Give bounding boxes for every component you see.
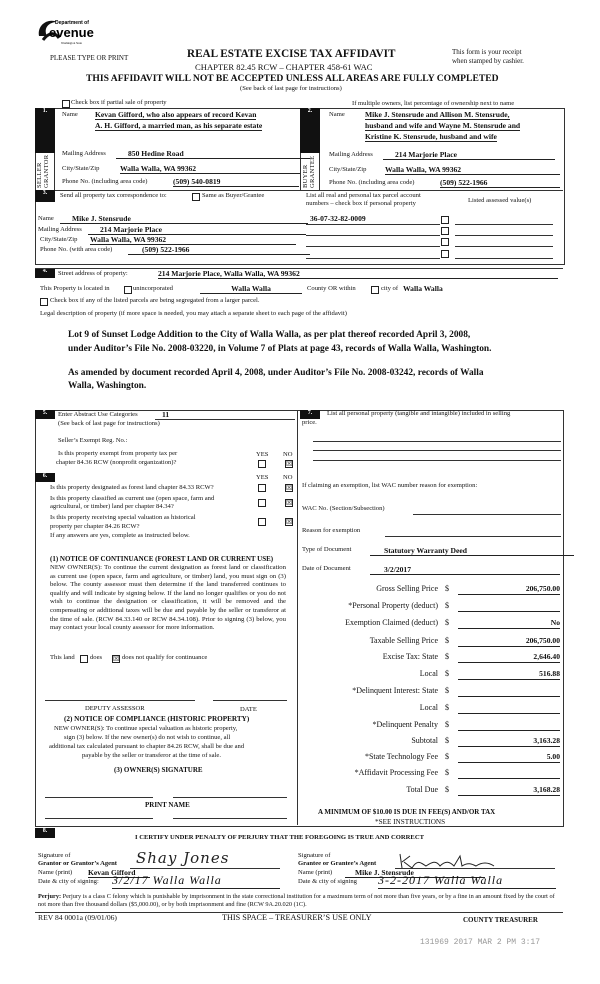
seller-phone-label: Phone No. (including area code) [62, 178, 148, 185]
divider [455, 246, 553, 247]
divider [45, 797, 153, 798]
partial-sale-checkbox[interactable] [62, 100, 70, 108]
dollar-sign: $ [445, 785, 449, 794]
question: Is this property receiving special valuation as historical [50, 514, 196, 521]
amount-label: *State Technology Fee [364, 752, 438, 761]
divider [173, 797, 287, 798]
seller-name[interactable]: A. H. Gifford, a married man, as his separate estate [95, 121, 263, 130]
yes-checkbox[interactable] [258, 460, 266, 468]
city-checkbox[interactable] [371, 286, 379, 294]
treasurer-space-label: THIS SPACE – TREASURER’S USE ONLY [222, 913, 372, 922]
dollar-sign: $ [445, 720, 449, 729]
divider [455, 224, 553, 225]
receipt-stamp: 131969 2017 MAR 2 PM 3:17 [420, 938, 541, 947]
amount-value[interactable]: 5.00 [458, 752, 560, 763]
svg-text:Washington State: Washington State [61, 41, 83, 45]
abstract-label: Enter Abstract Use Categories [58, 411, 138, 418]
receipt-note: when stamped by cashier. [452, 57, 524, 65]
signature-label: Signature of [38, 852, 71, 859]
form-revision: REV 84 0001a (09/01/06) [38, 913, 117, 922]
divider [173, 818, 287, 819]
buyer-phone[interactable]: (509) 522-1966 [440, 178, 560, 188]
divider [306, 224, 440, 225]
tax-mail-label: Mailing Address [38, 226, 82, 233]
question: Is this property classified as current use (open space, farm and [50, 495, 215, 502]
notice-compliance-text: additional tax calculated pursuant to chapter 84.26 RCW, shall be due and [49, 743, 245, 750]
see-instructions: *SEE INSTRUCTIONS [375, 818, 446, 826]
no-checkbox-checked[interactable]: ☒ [286, 518, 293, 526]
county-treasurer-label: COUNTY TREASURER [463, 916, 538, 924]
amount-value[interactable]: 516.88 [458, 669, 560, 680]
amount-value[interactable] [458, 720, 560, 731]
divider [413, 514, 561, 515]
name-print-label: Name (print) [38, 869, 73, 876]
doc-date-label: Date of Document [302, 565, 351, 572]
divider [155, 419, 295, 420]
unincorporated-checkbox[interactable] [124, 286, 132, 294]
dollar-sign: $ [445, 703, 449, 712]
property-street[interactable]: 214 Marjorie Place, Walla Walla, WA 99362 [158, 269, 558, 279]
section-number: 6. [35, 473, 55, 482]
legal-label: Legal description of property (if more space is needed, you may attach a separate sheet to each page of the affidavit) [40, 310, 347, 317]
please-type: PLEASE TYPE OR PRINT [50, 54, 129, 62]
grantee-date-city[interactable]: 3-2-2017 Walla Walla [378, 873, 556, 889]
certify-statement: I CERTIFY UNDER PENALTY OF PERJURY THAT THE FOREGOING IS TRUE AND CORRECT [135, 834, 424, 841]
multiple-owners-note: If multiple owners, list percentage of ownership next to name [352, 100, 515, 107]
assessed-label: Listed assessed value(s) [468, 197, 532, 204]
amount-label: *Affidavit Processing Fee [354, 768, 438, 777]
divider [306, 246, 440, 247]
segregated-label: Check box if any of the listed parcels are being segregated from a larger parcel. [50, 297, 260, 304]
no-checkbox-checked[interactable]: ☒ [286, 460, 293, 468]
dollar-sign: $ [445, 601, 449, 610]
section-number: 5. [35, 410, 55, 419]
tax-city[interactable]: Walla Walla, WA 99362 [90, 235, 296, 245]
svg-text:Department of: Department of [55, 20, 89, 26]
unincorporated-label: unincorporated [133, 285, 173, 292]
does-label: does [90, 654, 103, 661]
divider [297, 410, 298, 825]
yes-checkbox[interactable] [258, 518, 266, 526]
personal-property-checkbox[interactable] [441, 238, 449, 246]
seller-name-label: Name [62, 111, 78, 118]
tax-name-label: Name [38, 215, 54, 222]
tax-mail[interactable]: 214 Marjorie Place [88, 225, 306, 235]
signature-label: Signature of [298, 852, 331, 859]
legal-description: Walla, Washington. [68, 381, 147, 391]
personal-property-checkbox[interactable] [441, 250, 449, 258]
exempt-reg-label: Seller’s Exempt Reg. No.: [58, 437, 128, 444]
notice-compliance-text: sign (3) below. If the new owner(s) do not wish to continue, all [64, 734, 231, 741]
amount-label: Exemption Claimed (deduct) [345, 618, 438, 627]
dollar-sign: $ [445, 669, 449, 678]
amount-label: Local [419, 703, 438, 712]
land-label: This land [50, 654, 75, 661]
personal-property-label: List all personal property (tangible and intangible) included in selling [327, 410, 511, 417]
amount-label: *Delinquent Interest: State [352, 686, 438, 695]
print-name-label: PRINT NAME [145, 801, 190, 809]
seller-phone[interactable]: (509) 540-0819 [173, 177, 299, 187]
notice-continuance-title: (1) NOTICE OF CONTINUANCE (FOREST LAND OR CURRENT USE) [50, 555, 274, 563]
divider [130, 868, 280, 869]
parcel-list-label: List all real and personal tax parcel account [306, 192, 421, 199]
divider [313, 450, 561, 451]
if-any-note: If any answers are yes, complete as instructed below. [50, 532, 190, 539]
buyer-name[interactable]: Kristine K. Stensrude, husband and wife [365, 132, 497, 141]
amount-label: Excise Tax: State [382, 652, 438, 661]
yes-checkbox[interactable] [258, 499, 266, 507]
divider [45, 818, 153, 819]
no-header: NO [283, 474, 293, 481]
seller-city[interactable]: Walla Walla, WA 99362 [120, 164, 300, 174]
legal-description: Lot 9 of Sunset Lodge Addition to the City of Walla Walla, as per plat thereof recorded April 3, 2008, [68, 330, 471, 340]
does-not-checkbox-checked[interactable]: ☒ [113, 655, 120, 663]
divider [385, 536, 561, 537]
dollar-sign: $ [445, 768, 449, 777]
tax-name[interactable]: Mike J. Stensrude [60, 214, 308, 224]
amount-label: Local [419, 669, 438, 678]
perjury-note [38, 893, 556, 909]
seller-name[interactable]: Kevan Gifford, who also appears of record Kevan [95, 110, 257, 119]
section-number: 1. [35, 108, 55, 153]
date-city-label: Date & city of signing [298, 878, 357, 885]
dollar-sign: $ [445, 652, 449, 661]
send-correspondence-label: Send all property tax correspondence to: [60, 192, 167, 199]
question: Is this property designated as forest land chapter 84.33 RCW? [50, 484, 214, 491]
county[interactable]: Walla Walla [200, 284, 302, 294]
dollar-sign: $ [445, 636, 449, 645]
svg-text:evenue: evenue [49, 25, 94, 40]
amount-value[interactable]: No [458, 618, 560, 629]
abstract-value[interactable]: 11 [162, 410, 170, 419]
legal-description: under Auditor’s File No. 2008-03220, in Volume 7 of Plats at page 43, records of Walla Walla, Washington. [68, 344, 492, 354]
section-number: 8. [35, 828, 55, 838]
amount-value[interactable] [458, 703, 560, 714]
dollar-sign: $ [445, 584, 449, 593]
date-city-label: Date & city of signing: [38, 878, 99, 885]
buyer-name[interactable]: husband and wife and Wayne M. Stensrude and [365, 121, 521, 130]
grantor-agent-label: Grantor or Grantor’s Agent [38, 860, 117, 867]
amount-label: Gross Selling Price [376, 584, 438, 593]
question: property per chapter 84.26 RCW? [50, 523, 140, 530]
personal-property-checkbox[interactable] [441, 227, 449, 235]
partial-sale-label: Check box if partial sale of property [71, 99, 167, 106]
amount-label: Taxable Selling Price [369, 636, 438, 645]
divider [306, 258, 440, 259]
minimum-note: A MINIMUM OF $10.00 IS DUE IN FEE(S) AND/OR TAX [318, 808, 496, 816]
dollar-sign: $ [445, 752, 449, 761]
form-title: REAL ESTATE EXCISE TAX AFFIDAVIT [187, 48, 396, 60]
amount-value[interactable]: 3,163.28 [458, 736, 560, 747]
perjury-label: Perjury: [38, 893, 62, 900]
seller-mail-label: Mailing Address [62, 150, 106, 157]
city-of-label: city of [381, 285, 399, 292]
legal-description: As amended by document recorded April 4, 2008, under Auditor’s File No. 2008-03242, records of Walla [68, 368, 484, 378]
divider [455, 258, 553, 259]
chapter: CHAPTER 82.45 RCW – CHAPTER 458-61 WAC [195, 62, 373, 72]
buyer-mail[interactable]: 214 Marjorie Place [383, 150, 555, 160]
doc-date[interactable]: 3/2/2017 [370, 565, 560, 575]
personal-property-label: price. [302, 419, 317, 426]
no-checkbox-checked[interactable]: ☒ [286, 484, 293, 492]
amount-label: Total Due [406, 785, 438, 794]
doc-type[interactable]: Statutory Warranty Deed [370, 546, 574, 556]
grantee-agent-label: Grantee or Grantee’s Agent [298, 860, 377, 867]
section-number: 3. [35, 190, 55, 202]
question: agricultural, or timber) land per chapter 84.34? [50, 503, 174, 510]
same-as-buyer-label: Same as Buyer/Grantee [202, 192, 265, 199]
date-label: DATE [240, 706, 257, 713]
see-back: (See back of last page for instructions) [58, 420, 160, 427]
divider [213, 700, 287, 701]
no-header: NO [283, 451, 293, 458]
parcel-list-label: numbers – check box if personal property [306, 200, 416, 207]
buyer-phone-label: Phone No. (including area code) [329, 179, 415, 186]
reason-label: Reason for exemption [302, 527, 361, 534]
amount-value[interactable]: 2,646.40 [458, 652, 560, 663]
amount-value[interactable]: 206,750.00 [458, 584, 560, 595]
dollar-sign: $ [445, 618, 449, 627]
notice-continuance-text: NEW OWNER(S): To continue the current designation as forest land or classification as current use (open space, farm and agriculture, or timber) land, you must sign on (3) below. The county assessor must then determine if the land transferred continues to qualify and will indicate by signing below. If the land no longer qualifies or you do not wish to continue the designation or classification, it will be removed and the compensating or additional taxes will be due and payable by the seller or transferor at the time of sale. (RCW 84.33.140 or RCW 84.34.108). Prior to signing (3) below, you may contact your local county assessor for more information. [50, 564, 286, 632]
located-label: This Property is located in [40, 285, 110, 292]
seller-mail[interactable]: 850 Hedine Road [116, 149, 310, 159]
doc-type-label: Type of Document [302, 546, 352, 553]
dollar-sign: $ [445, 686, 449, 695]
yes-header: YES [256, 451, 269, 458]
yes-checkbox[interactable] [258, 484, 266, 492]
amount-label: *Delinquent Penalty [372, 720, 438, 729]
segregated-checkbox[interactable] [40, 298, 48, 306]
amount-label: *Personal Property (deduct) [348, 601, 438, 610]
buyer-mail-label: Mailing Address [329, 151, 373, 158]
divider [313, 460, 561, 461]
wac-label: WAC No. (Section/Subsection) [302, 505, 385, 512]
buyer-city-label: City/State/Zip [329, 166, 367, 173]
amount-value[interactable]: 3,168.28 [458, 785, 560, 796]
city[interactable]: Walla Walla [403, 284, 443, 293]
perjury-text: Perjury is a class C felony which is punishable by imprisonment in the state correctional institution for a maximum term of not more than five years, or by a fine in an amount fixed by the court of not more than five thousand dollars ($5,000.00), or by both imprisonment and fine (RCW 9A.20.020 (1C). [38, 893, 555, 908]
buyer-city[interactable]: Walla Walla, WA 99362 [385, 165, 560, 175]
seller-grantor-label: SELLER GRANTOR [36, 154, 50, 188]
exemption-note: If claiming an exemption, list WAC number reason for exemption: [302, 482, 478, 489]
notice-compliance-text: NEW OWNER(S): To continue special valuation as historic property, [54, 725, 238, 732]
tax-phone-label: Phone No. (with area code) [40, 246, 113, 253]
dor-logo [35, 14, 97, 51]
divider [35, 190, 563, 191]
amount-value[interactable]: 206,750.00 [458, 636, 560, 647]
see-back: (See back of last page for instructions) [240, 85, 342, 92]
grantor-name[interactable]: Kevan Gifford [88, 868, 150, 878]
amount-value[interactable] [458, 768, 560, 779]
seller-city-label: City/State/Zip [62, 165, 100, 172]
divider [455, 235, 553, 236]
buyer-name[interactable]: Mike J. Stensrude and Allison M. Stensrude, [365, 110, 510, 119]
section-number: 2. [300, 108, 320, 153]
receipt-note: This form is your receipt [452, 48, 522, 56]
does-not-label: does not qualify for continuance [122, 654, 208, 661]
street-label: Street address of property: [58, 270, 128, 277]
no-checkbox-checked[interactable]: ☒ [286, 499, 293, 507]
amount-value[interactable] [458, 601, 560, 612]
notice-compliance-text: payable by the seller or transferor at the time of sale. [82, 752, 221, 759]
does-checkbox[interactable] [80, 655, 88, 663]
tax-phone[interactable]: (509) 522-1966 [128, 245, 310, 255]
buyer-name-label: Name [329, 111, 345, 118]
notice-compliance-title: (2) NOTICE OF COMPLIANCE (HISTORIC PROPERTY) [64, 715, 250, 723]
question: Is this property exempt from property tax per [58, 450, 178, 457]
dollar-sign: $ [445, 736, 449, 745]
county-or-label: County OR within [307, 285, 356, 292]
yes-header: YES [256, 474, 269, 481]
deputy-assessor-label: DEPUTY ASSESSOR [85, 705, 145, 712]
grantee-name[interactable]: Mike J. Stensrude [345, 868, 485, 878]
divider [306, 235, 440, 236]
parcel-number[interactable]: 36-07-32-82-0009 [310, 214, 366, 223]
grantor-signature: Shay Jones [136, 849, 230, 867]
grantor-date-city[interactable]: 3/2/17 Walla Walla [112, 873, 280, 889]
same-as-buyer-checkbox[interactable] [192, 193, 200, 201]
personal-property-checkbox[interactable] [441, 216, 449, 224]
section-number: 4. [35, 268, 55, 278]
divider [45, 700, 195, 701]
divider [313, 441, 561, 442]
amount-label: Subtotal [411, 736, 438, 745]
question: chapter 84.36 RCW (nonprofit organization)? [56, 459, 177, 466]
section-number: 7. [300, 410, 320, 419]
amount-value[interactable] [458, 686, 560, 697]
tax-city-label: City/State/Zip [40, 236, 78, 243]
owner-signature-label: (3) OWNER(S) SIGNATURE [114, 766, 203, 774]
warning: THIS AFFIDAVIT WILL NOT BE ACCEPTED UNLESS ALL AREAS ARE FULLY COMPLETED [86, 73, 499, 84]
buyer-grantee-label: BUYER GRANTEE [302, 155, 316, 188]
name-print-label: Name (print) [298, 869, 333, 876]
